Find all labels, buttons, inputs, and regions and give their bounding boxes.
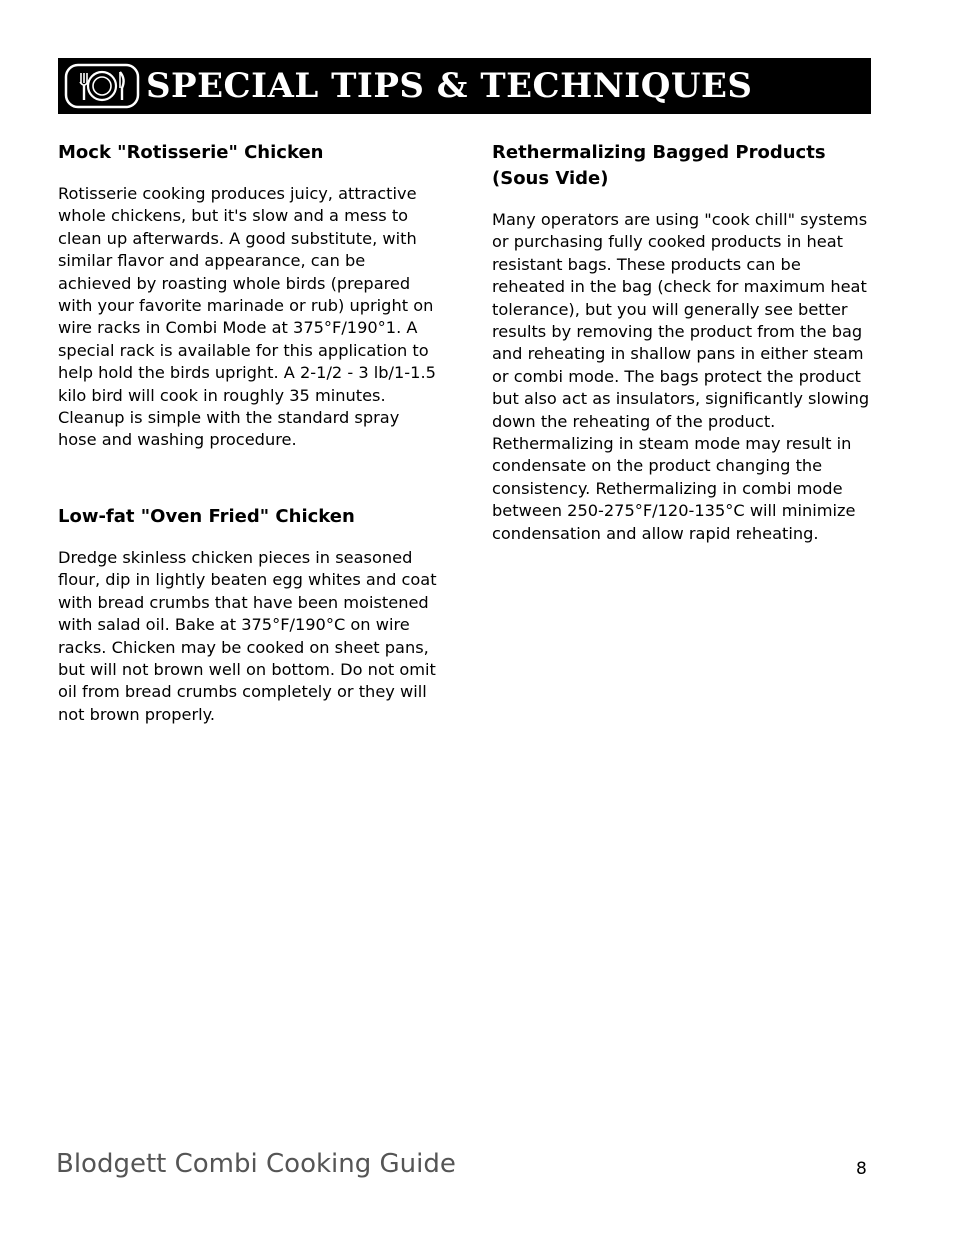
section-heading: Low-fat "Oven Fried" Chicken <box>58 505 355 527</box>
section-mock-rotisserie-chicken <box>58 140 438 452</box>
plate-fork-knife-icon <box>64 63 140 109</box>
right-column <box>492 140 870 597</box>
section-low-fat-oven-fried-chicken <box>58 504 438 726</box>
left-column <box>58 140 438 778</box>
section-body: Dredge skinless chicken pieces in seasoned flour, dip in lightly beaten egg whites and coat with bread crumbs that have been moistened with salad oil. Bake at 375°F/190°C on wire racks. Chicken may be cooked on sheet pans, but will not brown well on bottom. Do not omit oil from bread crumbs completely or they will not brown properly. <box>58 547 437 724</box>
footer-guide-title: Blodgett Combi Cooking Guide <box>56 1149 456 1179</box>
page-number: 8 <box>856 1159 867 1179</box>
section-rethermalizing-bagged-products <box>492 140 870 545</box>
section-heading: Rethermalizing Bagged Products (Sous Vide) <box>492 142 826 189</box>
section-body: Many operators are using "cook chill" systems or purchasing fully cooked products in heat resistant bags. These products can be reheated in the bag (check for maximum heat tolerance), but you will generally see better results by removing the product from the bag and reheating in shallow pans in either steam or combi mode. The bags protect the product but also act as insulators, significantly slowing down the reheating of the product. Rethermalizing in steam mode may result in condensate on the product changing the consistency. Rethermalizing in combi mode between 250-275°F/120-135°C will minimize condensation and allow rapid reheating. <box>492 210 870 543</box>
page-title: SPECIAL TIPS & TECHNIQUES <box>146 66 753 106</box>
section-body: Rotisserie cooking produces juicy, attractive whole chickens, but it's slow and a mess to clean up afterwards. A good substitute, with similar flavor and appearance, can be achieved by roasting whole birds (prepared with your favorite marinade or rub) upright on wire racks in Combi Mode at 375°F/190°1. A special rack is available for this application to help hold the birds upright. A 2-1/2 - 3 lb/1-1.5 kilo bird will cook in roughly 35 minutes. Cleanup is simple with the standard spray hose and washing procedure. <box>58 184 436 450</box>
page-header-bar <box>58 58 871 114</box>
section-heading: Mock "Rotisserie" Chicken <box>58 142 324 163</box>
